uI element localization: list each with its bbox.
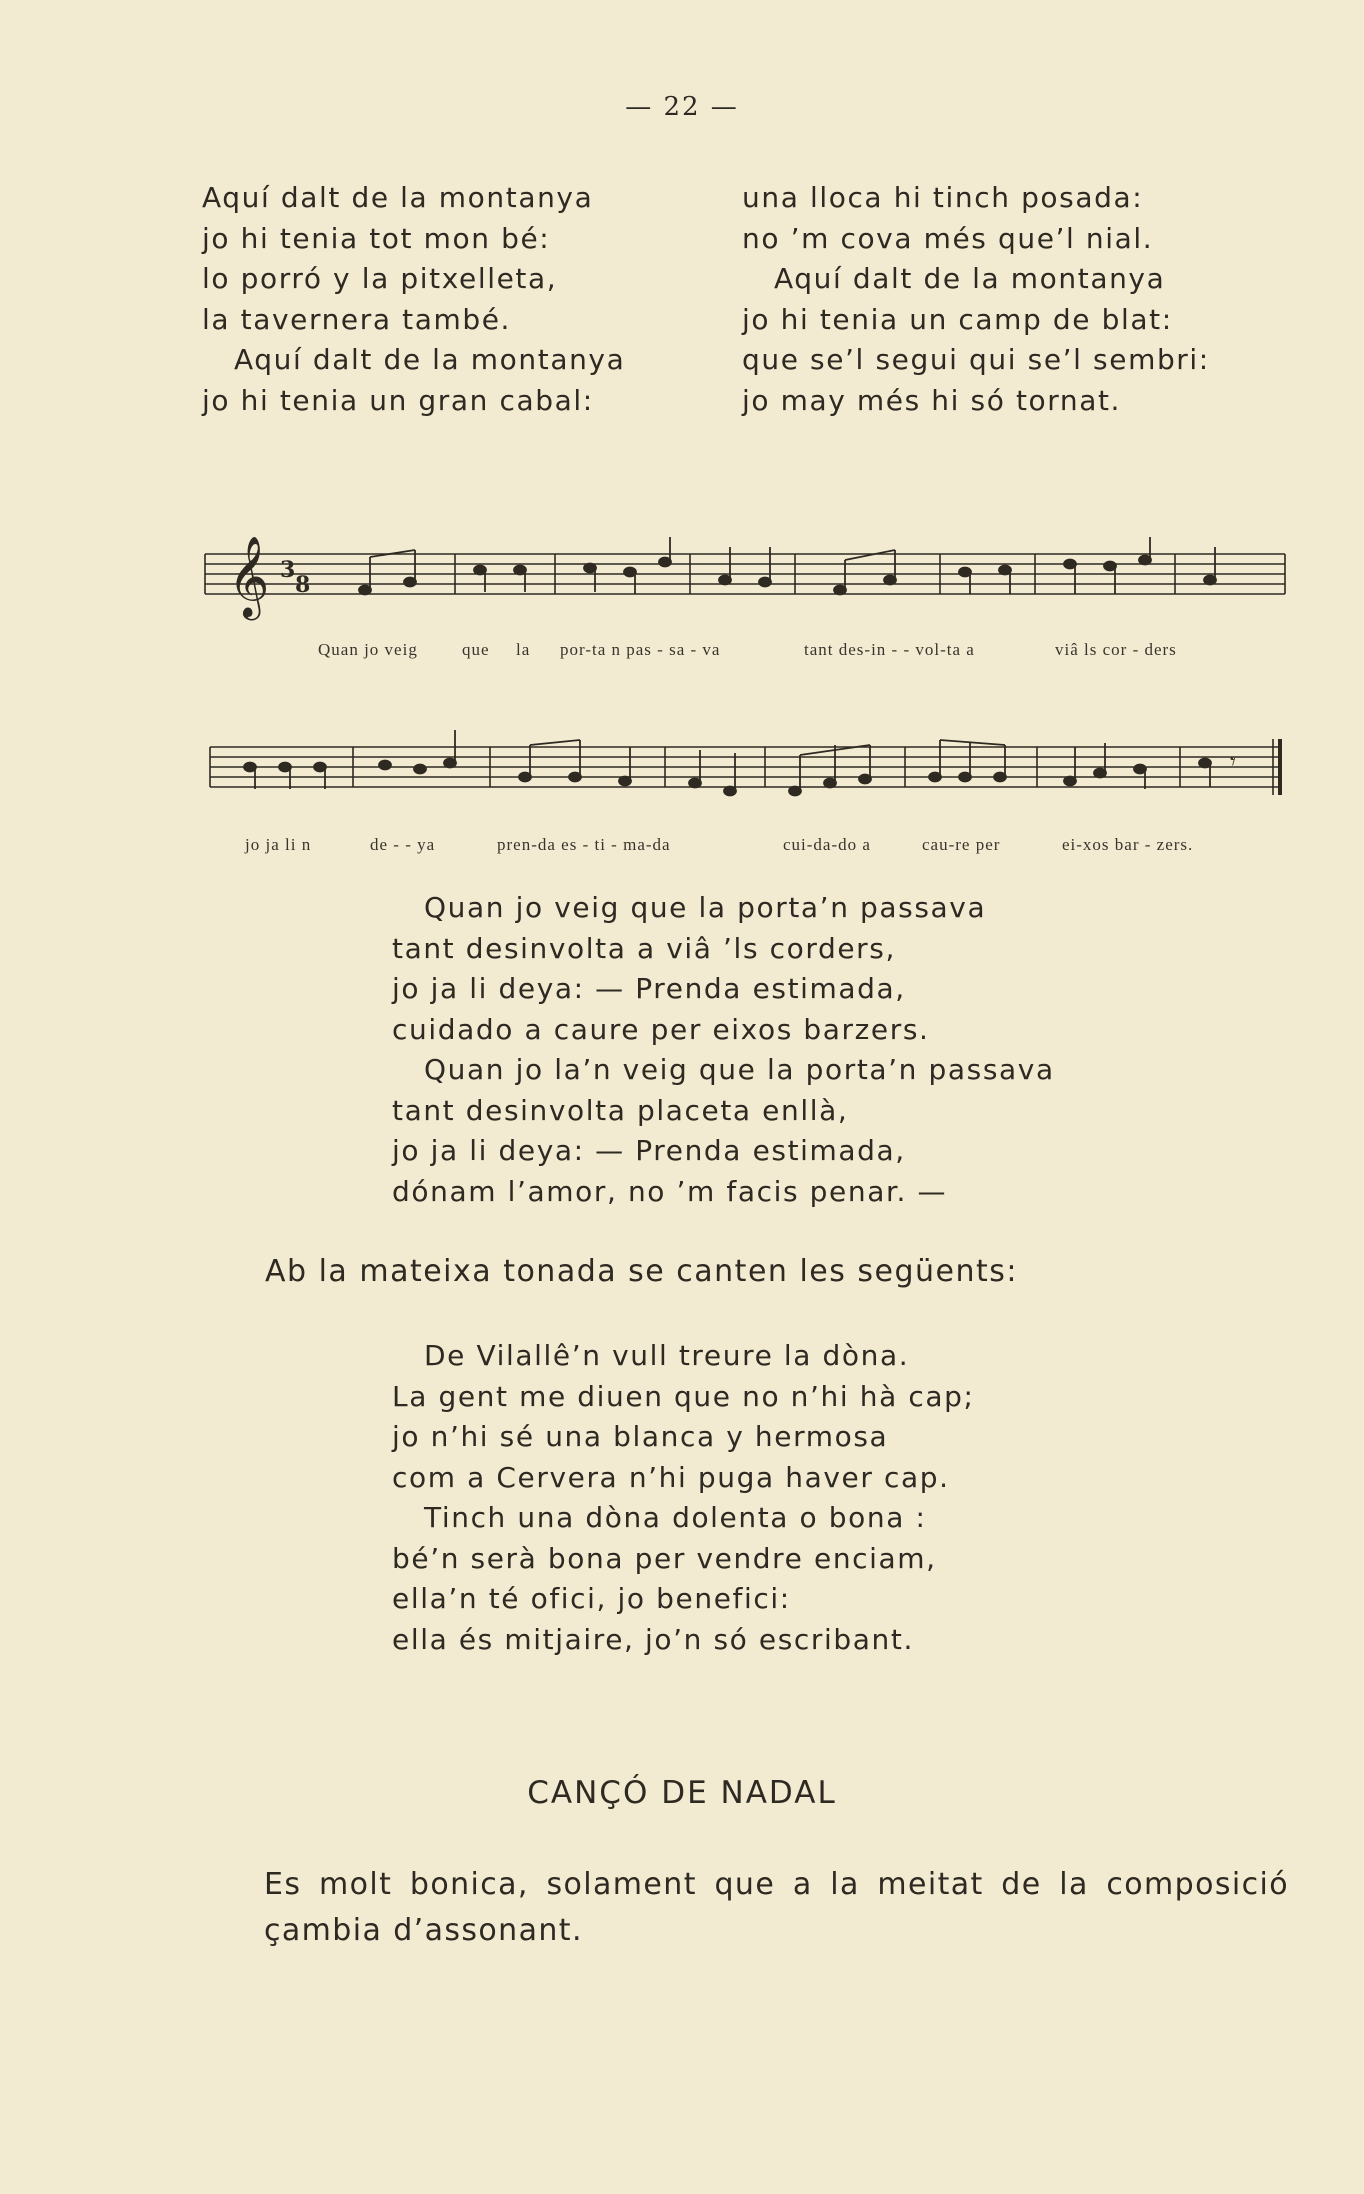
verse-line: la tavernera també. (202, 302, 512, 336)
verse-line: bé’n serà bona per vendre enciam, (392, 1541, 937, 1575)
verse-line: Quan jo veig que la porta’n passava (424, 891, 987, 924)
treble-clef-icon: 𝄞 (228, 535, 270, 617)
section-title: CANÇÓ DE NADAL (527, 1775, 837, 1811)
lyric-syllables: tant des-in - - vol-ta a (804, 640, 975, 659)
lyric-syllables: jo ja li n (245, 835, 312, 854)
verse-line: cuidado a caure per eixos barzers. (392, 1012, 930, 1046)
verse-line: lo porró y la pitxelleta, (202, 262, 558, 295)
second-verse (392, 1336, 975, 1660)
verse-line: jo ja li deya: — Prenda estimada, (392, 972, 906, 1005)
lyric-syllables: Quan jo veig (318, 640, 418, 659)
lyric-syllables: la (516, 640, 531, 659)
verse-line: jo n’hi sé una blanca y hermosa (392, 1420, 889, 1453)
lyric-syllables: que (462, 640, 490, 659)
verse-line: ella és mitjaire, jo’n só escribant. (392, 1622, 914, 1656)
verse-line: jo ja li deya: — Prenda estimada, (392, 1134, 906, 1167)
music-staff-2 (205, 725, 1290, 835)
verse-line: dónam l’amor, no ’m facis penar. — (392, 1174, 948, 1208)
verse-line: no ’m cova més que’l nial. (742, 221, 1154, 255)
verse-line: Aquí dalt de la montanya (234, 343, 626, 376)
lyric-syllables: cau-re per (922, 835, 1001, 854)
music-staff-1 (200, 532, 1290, 642)
lyric-syllables: ei-xos bar - zers. (1062, 835, 1194, 854)
lyric-syllables: por-ta n pas - sa - va (560, 640, 721, 659)
verse-line: Tinch una dòna dolenta o bona : (424, 1501, 927, 1534)
verse-line: jo may més hi só tornat. (742, 383, 1122, 417)
svg-text:3: 3 (280, 557, 296, 583)
verse-left-column (202, 178, 625, 421)
verse-line: tant desinvolta placeta enllà, (392, 1093, 849, 1127)
verse-line: tant desinvolta a viâ ’ls corders, (392, 931, 896, 965)
verse-line: La gent me diuen que no n’hi hà cap; (392, 1379, 975, 1413)
svg-text:8: 8 (295, 572, 311, 598)
lyric-syllables: cui-da-do a (783, 835, 871, 854)
verse-line: jo hi tenia tot mon bé: (202, 221, 551, 255)
lyric-syllables: viâ ls cor - ders (1055, 640, 1177, 659)
song-verse (392, 888, 1055, 1212)
verse-line: De Vilallê’n vull treure la dòna. (424, 1339, 910, 1372)
lyric-syllables: pren-da es - ti - ma-da (497, 835, 671, 854)
verse-line: ella’n té ofici, jo benefici: (392, 1582, 791, 1615)
verse-line: Aquí dalt de la montanya (202, 181, 594, 214)
body-paragraph: Es molt bonica, solament que a la meitat de la composició çambia d’assonant. (264, 1867, 1289, 1948)
verse-right-column (742, 178, 1210, 421)
verse-line: una lloca hi tinch posada: (742, 181, 1144, 214)
lyric-syllables: de - - ya (370, 835, 436, 854)
verse-line: Quan jo la’n veig que la porta’n passava (424, 1053, 1055, 1086)
verse-line: com a Cervera n’hi puga haver cap. (392, 1460, 950, 1494)
verse-line: que se’l segui qui se’l sembri: (742, 343, 1210, 376)
page-number: — 22 — (625, 92, 739, 122)
verse-line: Aquí dalt de la montanya (774, 262, 1166, 295)
verse-line: jo hi tenia un camp de blat: (742, 302, 1173, 336)
intro-line: Ab la mateixa tonada se canten les següents: (265, 1254, 1019, 1289)
verse-line: jo hi tenia un gran cabal: (202, 383, 594, 417)
rest-icon: 𝄾 (1230, 750, 1236, 775)
